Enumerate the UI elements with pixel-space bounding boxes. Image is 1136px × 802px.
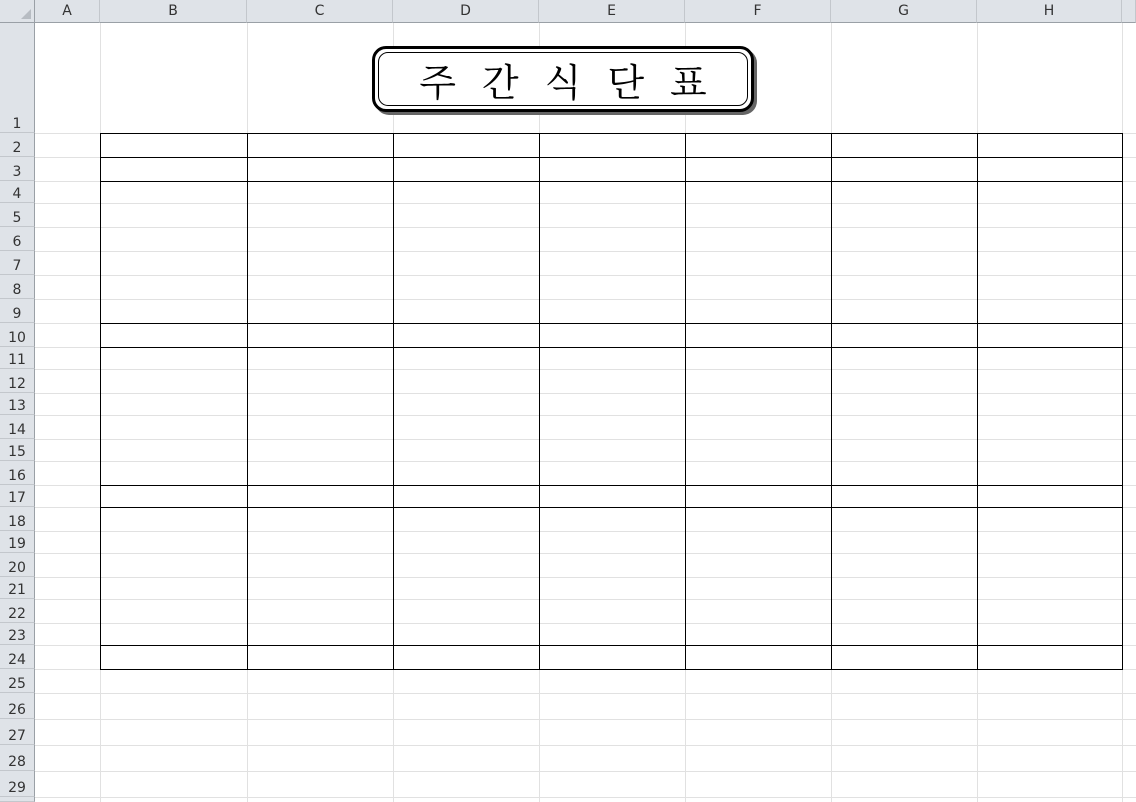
porridge-item[interactable] xyxy=(686,646,831,669)
row-header-3[interactable]: 3 xyxy=(0,157,35,181)
porridge-item[interactable] xyxy=(832,486,977,507)
row-header-16[interactable]: 16 xyxy=(0,461,35,485)
row-header-1[interactable]: 1 xyxy=(0,23,35,133)
row-header-9[interactable]: 9 xyxy=(0,299,35,323)
row-header-24[interactable]: 24 xyxy=(0,645,35,669)
menu-item[interactable] xyxy=(540,578,685,599)
date-cell[interactable] xyxy=(686,134,831,157)
date-label[interactable] xyxy=(101,134,247,157)
menu-item[interactable] xyxy=(394,532,539,553)
table-border-h xyxy=(100,645,1123,646)
table-border-h xyxy=(100,157,1123,158)
row-header-6[interactable]: 6 xyxy=(0,227,35,251)
menu-item[interactable] xyxy=(686,462,831,485)
row-header-18[interactable]: 18 xyxy=(0,507,35,531)
porridge-item[interactable] xyxy=(394,646,539,669)
menu-item[interactable] xyxy=(978,394,1122,415)
note-line[interactable] xyxy=(101,746,1136,771)
menu-item[interactable] xyxy=(978,370,1122,393)
day-cell[interactable] xyxy=(978,158,1122,181)
menu-item[interactable] xyxy=(394,228,539,251)
date-cell[interactable] xyxy=(394,134,539,157)
column-header-b[interactable]: B xyxy=(100,0,247,23)
menu-item[interactable] xyxy=(686,228,831,251)
menu-item[interactable] xyxy=(832,462,977,485)
porridge-item[interactable] xyxy=(978,324,1122,347)
menu-item[interactable] xyxy=(540,600,685,623)
menu-item[interactable] xyxy=(978,600,1122,623)
menu-item[interactable] xyxy=(248,252,393,275)
menu-item[interactable] xyxy=(832,416,977,439)
menu-item[interactable] xyxy=(540,394,685,415)
menu-item[interactable] xyxy=(248,440,393,461)
menu-item[interactable] xyxy=(686,204,831,227)
table-border-v xyxy=(539,133,540,670)
meal-label-porridge1[interactable] xyxy=(101,324,247,347)
table-border-h xyxy=(100,485,1123,486)
menu-item[interactable] xyxy=(540,462,685,485)
menu-item[interactable] xyxy=(540,204,685,227)
table-border-v xyxy=(831,133,832,670)
table-border-h xyxy=(100,323,1123,324)
menu-item[interactable] xyxy=(394,440,539,461)
menu-item[interactable] xyxy=(978,508,1122,531)
menu-item[interactable] xyxy=(248,532,393,553)
row-header-22[interactable]: 22 xyxy=(0,599,35,623)
porridge-item[interactable] xyxy=(978,486,1122,507)
menu-item[interactable] xyxy=(978,204,1122,227)
column-header-d[interactable]: D xyxy=(393,0,539,23)
porridge-item[interactable] xyxy=(686,324,831,347)
menu-item[interactable] xyxy=(394,600,539,623)
menu-item[interactable] xyxy=(394,394,539,415)
row-header-20[interactable]: 20 xyxy=(0,553,35,577)
column-header-a[interactable]: A xyxy=(35,0,100,23)
menu-item[interactable] xyxy=(686,578,831,599)
menu-item[interactable] xyxy=(978,252,1122,275)
menu-item[interactable] xyxy=(686,440,831,461)
menu-item[interactable] xyxy=(540,182,685,203)
menu-item[interactable] xyxy=(248,348,393,369)
menu-item[interactable] xyxy=(686,508,831,531)
menu-item[interactable] xyxy=(832,348,977,369)
menu-item[interactable] xyxy=(978,348,1122,369)
menu-item[interactable] xyxy=(540,440,685,461)
date-cell[interactable] xyxy=(978,134,1122,157)
menu-item[interactable] xyxy=(832,578,977,599)
menu-item[interactable] xyxy=(832,394,977,415)
meal-label-porridge2[interactable] xyxy=(101,486,247,507)
menu-item[interactable] xyxy=(540,348,685,369)
menu-item[interactable] xyxy=(832,370,977,393)
menu-item[interactable] xyxy=(540,252,685,275)
menu-item[interactable] xyxy=(978,416,1122,439)
porridge-item[interactable] xyxy=(248,324,393,347)
menu-item[interactable] xyxy=(394,300,539,323)
menu-item[interactable] xyxy=(394,252,539,275)
porridge-item[interactable] xyxy=(394,324,539,347)
menu-item[interactable] xyxy=(686,532,831,553)
row-header-23[interactable]: 23 xyxy=(0,623,35,645)
row-header-2[interactable]: 2 xyxy=(0,133,35,157)
table-border-h xyxy=(100,133,1123,134)
note-line[interactable] xyxy=(101,694,1136,719)
menu-item[interactable] xyxy=(978,228,1122,251)
table-border-h xyxy=(100,507,1123,508)
row-header-21[interactable]: 21 xyxy=(0,577,35,599)
day-cell[interactable] xyxy=(686,158,831,181)
menu-item[interactable] xyxy=(832,182,977,203)
row-header-25[interactable]: 25 xyxy=(0,669,35,693)
menu-item[interactable] xyxy=(394,578,539,599)
menu-item[interactable] xyxy=(686,370,831,393)
menu-item[interactable] xyxy=(540,300,685,323)
column-header-g[interactable]: G xyxy=(831,0,977,23)
column-header-e[interactable]: E xyxy=(539,0,685,23)
menu-item[interactable] xyxy=(978,578,1122,599)
day-cell[interactable] xyxy=(394,158,539,181)
menu-item[interactable] xyxy=(832,600,977,623)
porridge-item[interactable] xyxy=(540,646,685,669)
column-header-f[interactable]: F xyxy=(685,0,831,23)
menu-item[interactable] xyxy=(248,204,393,227)
menu-item[interactable] xyxy=(978,624,1122,645)
porridge-item[interactable] xyxy=(394,486,539,507)
menu-item[interactable] xyxy=(394,204,539,227)
menu-item[interactable] xyxy=(686,348,831,369)
porridge-item[interactable] xyxy=(540,486,685,507)
menu-item[interactable] xyxy=(248,394,393,415)
menu-item[interactable] xyxy=(540,554,685,577)
porridge-item[interactable] xyxy=(978,646,1122,669)
menu-item[interactable] xyxy=(978,276,1122,299)
menu-item[interactable] xyxy=(540,228,685,251)
menu-item[interactable] xyxy=(394,276,539,299)
menu-item[interactable] xyxy=(394,554,539,577)
menu-item[interactable] xyxy=(248,182,393,203)
porridge-item[interactable] xyxy=(832,646,977,669)
menu-item[interactable] xyxy=(832,252,977,275)
menu-item[interactable] xyxy=(978,462,1122,485)
porridge-item[interactable] xyxy=(540,324,685,347)
note-line[interactable] xyxy=(101,720,1136,745)
table-border-v xyxy=(977,133,978,670)
menu-item[interactable] xyxy=(832,554,977,577)
menu-item[interactable] xyxy=(832,228,977,251)
meal-label-breakfast[interactable] xyxy=(101,182,247,323)
menu-item[interactable] xyxy=(686,276,831,299)
day-cell[interactable] xyxy=(248,158,393,181)
menu-item[interactable] xyxy=(248,578,393,599)
date-cell[interactable] xyxy=(248,134,393,157)
menu-item[interactable] xyxy=(248,300,393,323)
menu-item[interactable] xyxy=(540,624,685,645)
title-text: 주간식단표 xyxy=(419,60,733,105)
menu-item[interactable] xyxy=(978,554,1122,577)
menu-item[interactable] xyxy=(394,508,539,531)
table-border-h xyxy=(100,669,1123,670)
menu-item[interactable] xyxy=(248,624,393,645)
date-cell[interactable] xyxy=(832,134,977,157)
menu-item[interactable] xyxy=(686,624,831,645)
gridline-h xyxy=(35,797,1136,798)
column-header-c[interactable]: C xyxy=(247,0,393,23)
menu-item[interactable] xyxy=(540,370,685,393)
meal-label-porridge3[interactable] xyxy=(101,646,247,669)
menu-item[interactable] xyxy=(394,462,539,485)
menu-item[interactable] xyxy=(978,300,1122,323)
column-header-filler xyxy=(1122,0,1136,23)
date-cell[interactable] xyxy=(540,134,685,157)
row-header-28[interactable]: 28 xyxy=(0,745,35,771)
row-header-12[interactable]: 12 xyxy=(0,369,35,393)
menu-item[interactable] xyxy=(540,276,685,299)
menu-item[interactable] xyxy=(248,416,393,439)
menu-item[interactable] xyxy=(248,228,393,251)
menu-item[interactable] xyxy=(832,532,977,553)
row-header-29[interactable]: 29 xyxy=(0,771,35,797)
porridge-item[interactable] xyxy=(248,486,393,507)
menu-item[interactable] xyxy=(686,416,831,439)
row-header-10[interactable]: 10 xyxy=(0,323,35,347)
day-cell[interactable] xyxy=(832,158,977,181)
note-line[interactable] xyxy=(101,772,1136,797)
menu-item[interactable] xyxy=(832,300,977,323)
porridge-item[interactable] xyxy=(248,646,393,669)
row-header-14[interactable]: 14 xyxy=(0,415,35,439)
menu-item[interactable] xyxy=(394,416,539,439)
row-header-filler xyxy=(0,797,35,802)
menu-item[interactable] xyxy=(394,624,539,645)
menu-item[interactable] xyxy=(248,276,393,299)
menu-item[interactable] xyxy=(686,252,831,275)
menu-item[interactable] xyxy=(978,532,1122,553)
row-header-27[interactable]: 27 xyxy=(0,719,35,745)
menu-item[interactable] xyxy=(248,508,393,531)
menu-item[interactable] xyxy=(832,204,977,227)
row-header-8[interactable]: 8 xyxy=(0,275,35,299)
table-border-h xyxy=(100,347,1123,348)
menu-item[interactable] xyxy=(832,624,977,645)
menu-item[interactable] xyxy=(540,416,685,439)
row-header-7[interactable]: 7 xyxy=(0,251,35,275)
note-line[interactable] xyxy=(101,670,1136,693)
menu-item[interactable] xyxy=(978,440,1122,461)
menu-item[interactable] xyxy=(248,462,393,485)
title-box[interactable] xyxy=(372,46,754,112)
porridge-item[interactable] xyxy=(686,486,831,507)
menu-item[interactable] xyxy=(978,182,1122,203)
menu-item[interactable] xyxy=(248,600,393,623)
menu-item[interactable] xyxy=(686,182,831,203)
menu-item[interactable] xyxy=(394,348,539,369)
menu-item[interactable] xyxy=(686,394,831,415)
table-border-v xyxy=(685,133,686,670)
row-header-5[interactable]: 5 xyxy=(0,203,35,227)
menu-item[interactable] xyxy=(248,554,393,577)
row-header-26[interactable]: 26 xyxy=(0,693,35,719)
row-header-13[interactable]: 13 xyxy=(0,393,35,415)
table-border-v xyxy=(393,133,394,670)
column-header-h[interactable]: H xyxy=(977,0,1122,23)
meal-label-dinner[interactable] xyxy=(101,508,247,645)
menu-item[interactable] xyxy=(248,370,393,393)
menu-item[interactable] xyxy=(540,532,685,553)
porridge-item[interactable] xyxy=(832,324,977,347)
row-header-15[interactable]: 15 xyxy=(0,439,35,461)
row-header-19[interactable]: 19 xyxy=(0,531,35,553)
row-header-4[interactable]: 4 xyxy=(0,181,35,203)
menu-item[interactable] xyxy=(686,300,831,323)
menu-item[interactable] xyxy=(832,440,977,461)
menu-item[interactable] xyxy=(394,370,539,393)
menu-item[interactable] xyxy=(832,508,977,531)
meal-label-lunch[interactable] xyxy=(101,348,247,485)
menu-item[interactable] xyxy=(540,508,685,531)
menu-item[interactable] xyxy=(832,276,977,299)
row-header-17[interactable]: 17 xyxy=(0,485,35,507)
menu-item[interactable] xyxy=(686,554,831,577)
day-cell[interactable] xyxy=(540,158,685,181)
row-header-11[interactable]: 11 xyxy=(0,347,35,369)
menu-item[interactable] xyxy=(686,600,831,623)
year-label[interactable] xyxy=(101,158,247,181)
table-border-v xyxy=(100,133,101,670)
select-all-corner[interactable] xyxy=(0,0,35,23)
menu-item[interactable] xyxy=(394,182,539,203)
table-border-v xyxy=(247,133,248,670)
table-border-v xyxy=(1122,133,1123,670)
table-border-h xyxy=(100,181,1123,182)
